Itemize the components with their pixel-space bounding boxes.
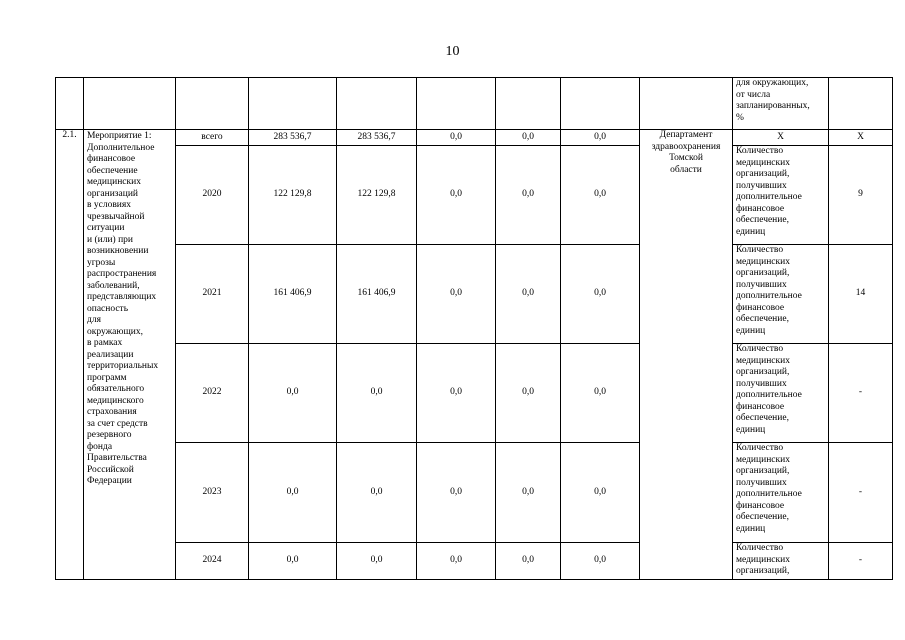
total-cell: 161 406,9	[249, 245, 337, 344]
indicator-cell: Количество медицинских организаций, получивших дополнительное финансовое обеспечение, единиц	[733, 146, 829, 245]
year-cell: всего	[176, 130, 249, 146]
indicator-cell: Х	[733, 130, 829, 146]
table-row	[56, 344, 893, 443]
indicator-cell: Количество медицинских организаций, получивших дополнительное финансовое обеспечение, единиц	[733, 443, 829, 543]
value-cell: 9	[829, 146, 893, 245]
funding-cell: 0,0	[496, 245, 561, 344]
funding-cell: 0,0	[417, 344, 496, 443]
cell-empty	[417, 78, 496, 130]
measure-number: 2.1.	[56, 130, 84, 580]
cell-empty	[337, 78, 417, 130]
funding-cell: 0,0	[496, 344, 561, 443]
cell-empty	[84, 78, 176, 130]
indicator-cell: Количество медицинских организаций,	[733, 543, 829, 580]
cell-empty	[249, 78, 337, 130]
funding-cell: 0,0	[561, 245, 640, 344]
value-cell: -	[829, 543, 893, 580]
cell-empty	[496, 78, 561, 130]
funding-cell: 0,0	[496, 146, 561, 245]
header-continuation-row	[56, 78, 893, 130]
measure-title: Мероприятие 1: Дополнительное финансовое обеспечение медицинских организаций в условиях чрезвычайной ситуации и (или) при возникновении угрозы распространения заболеваний, представляющих опасность для окружающих, в рамках реализации территориальных программ обязательного медицинского страхования за счет средств резервного фонда Правительства Российской Федерации	[84, 130, 176, 580]
funding-cell: 0,0	[417, 146, 496, 245]
value-cell: -	[829, 443, 893, 543]
total-cell: 122 129,8	[249, 146, 337, 245]
funding-cell: 0,0	[337, 543, 417, 580]
total-cell: 0,0	[249, 344, 337, 443]
program-table	[55, 77, 893, 580]
funding-cell: 0,0	[561, 443, 640, 543]
indicator-cell: Количество медицинских организаций, получивших дополнительное финансовое обеспечение, единиц	[733, 344, 829, 443]
funding-cell: 0,0	[417, 130, 496, 146]
cell-empty	[176, 78, 249, 130]
table-row	[56, 443, 893, 543]
table-row	[56, 543, 893, 580]
year-cell: 2020	[176, 146, 249, 245]
indicator-cell: Количество медицинских организаций, получивших дополнительное финансовое обеспечение, единиц	[733, 245, 829, 344]
funding-cell: 0,0	[496, 443, 561, 543]
funding-cell: 161 406,9	[337, 245, 417, 344]
cell-empty	[56, 78, 84, 130]
funding-cell: 0,0	[496, 543, 561, 580]
year-cell: 2024	[176, 543, 249, 580]
total-cell: 0,0	[249, 443, 337, 543]
funding-cell: 0,0	[417, 245, 496, 344]
funding-cell: 0,0	[337, 443, 417, 543]
year-cell: 2022	[176, 344, 249, 443]
funding-cell: 0,0	[561, 146, 640, 245]
funding-cell: 0,0	[561, 344, 640, 443]
value-cell: -	[829, 344, 893, 443]
indicator-cell: для окружающих, от числа запланированных, %	[733, 78, 829, 130]
funding-cell: 283 536,7	[337, 130, 417, 146]
executor-cell: Департамент здравоохранения Томской области	[640, 130, 733, 580]
year-cell: 2021	[176, 245, 249, 344]
cell-empty	[640, 78, 733, 130]
total-cell: 283 536,7	[249, 130, 337, 146]
cell-empty	[561, 78, 640, 130]
funding-cell: 0,0	[496, 130, 561, 146]
table-row	[56, 146, 893, 245]
funding-cell: 0,0	[417, 443, 496, 543]
year-cell: 2023	[176, 443, 249, 543]
table-row	[56, 245, 893, 344]
cell-empty	[829, 78, 893, 130]
funding-cell: 0,0	[561, 130, 640, 146]
funding-cell: 122 129,8	[337, 146, 417, 245]
value-cell: 14	[829, 245, 893, 344]
funding-cell: 0,0	[337, 344, 417, 443]
table-row	[56, 130, 893, 146]
total-cell: 0,0	[249, 543, 337, 580]
page-number: 10	[445, 44, 460, 59]
value-cell: Х	[829, 130, 893, 146]
funding-cell: 0,0	[561, 543, 640, 580]
funding-cell: 0,0	[417, 543, 496, 580]
